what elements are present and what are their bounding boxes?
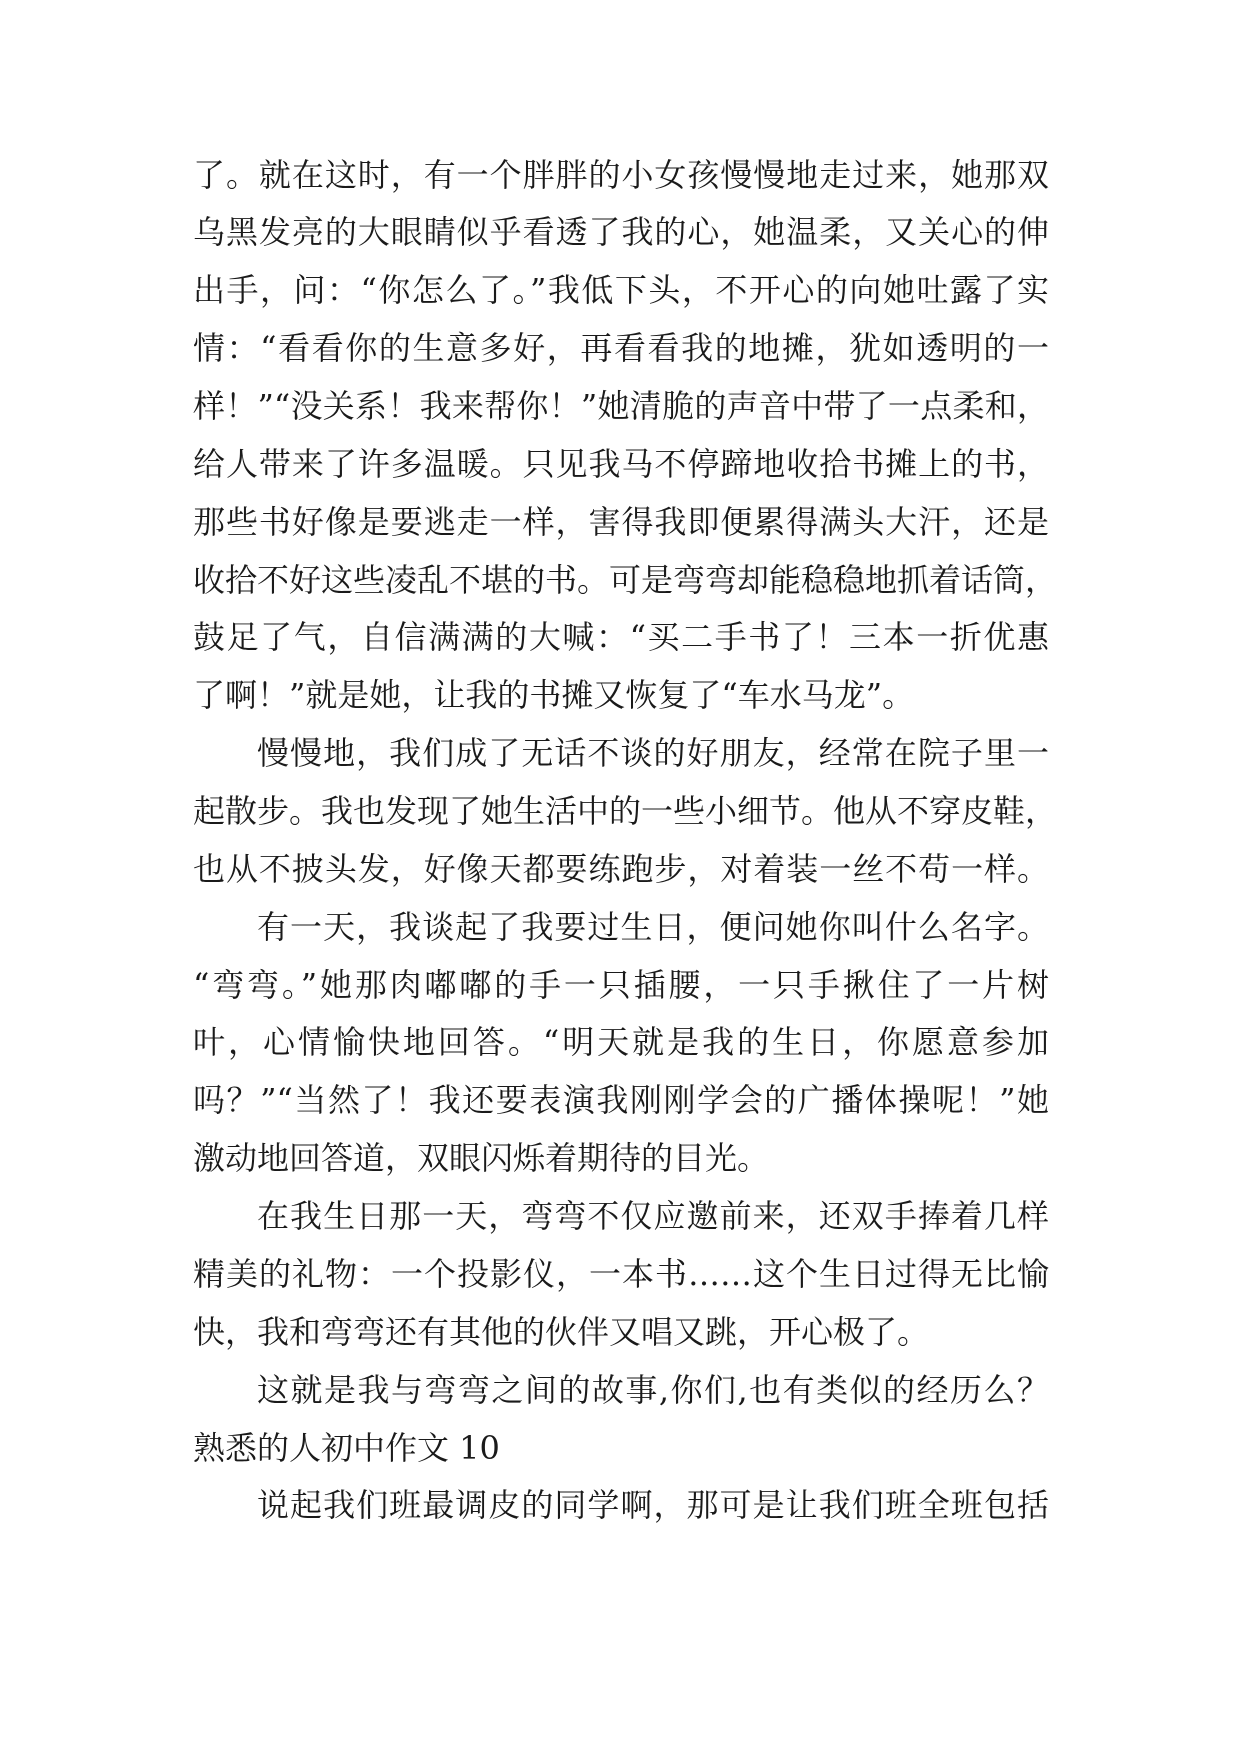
text-line: 给人带来了许多温暖。只见我马不停蹄地收拾书摊上的书， xyxy=(193,445,1049,483)
text-line: 也从不披头发，好像天都要练跑步，对着装一丝不苟一样。 xyxy=(193,850,1049,888)
section-heading: 熟悉的人初中作文 10 xyxy=(193,1429,500,1467)
text-line: 了啊！”就是她，让我的书摊又恢复了“车水马龙”。 xyxy=(193,676,915,714)
text-line: 乌黑发亮的大眼睛似乎看透了我的心，她温柔，又关心的伸 xyxy=(193,213,1049,251)
text-line: 情：“看看你的生意多好，再看看我的地摊，犹如透明的一 xyxy=(193,329,1049,367)
paragraph-first-line: 这就是我与弯弯之间的故事,你们,也有类似的经历么？ xyxy=(257,1371,1049,1409)
paragraph-first-line: 慢慢地，我们成了无话不谈的好朋友，经常在院子里一 xyxy=(257,734,1049,772)
text-line: 鼓足了气，自信满满的大喊：“买二手书了！三本一折优惠 xyxy=(193,618,1049,656)
paragraph-first-line: 说起我们班最调皮的同学啊，那可是让我们班全班包括 xyxy=(257,1486,1049,1524)
text-line: 叶，心情愉快地回答。“明天就是我的生日，你愿意参加 xyxy=(193,1023,1049,1061)
text-line: 快，我和弯弯还有其他的伙伴又唱又跳，开心极了。 xyxy=(193,1313,930,1351)
text-line: 出手，问：“你怎么了。”我低下头，不开心的向她吐露了实 xyxy=(193,271,1049,309)
paragraph-first-line: 有一天，我谈起了我要过生日，便问她你叫什么名字。 xyxy=(257,908,1049,946)
paragraph-first-line: 在我生日那一天，弯弯不仅应邀前来，还双手捧着几样 xyxy=(257,1197,1049,1235)
text-line: “弯弯。”她那肉嘟嘟的手一只插腰，一只手揪住了一片树 xyxy=(193,966,1049,1004)
text-line: 收拾不好这些凌乱不堪的书。可是弯弯却能稳稳地抓着话筒， xyxy=(193,561,1058,599)
text-line: 起散步。我也发现了她生活中的一些小细节。他从不穿皮鞋， xyxy=(193,792,1058,830)
text-line: 吗？”“当然了！我还要表演我刚刚学会的广播体操呢！”她 xyxy=(193,1081,1049,1119)
text-line: 了。就在这时，有一个胖胖的小女孩慢慢地走过来，她那双 xyxy=(193,156,1049,194)
text-line: 激动地回答道，双眼闪烁着期待的目光。 xyxy=(193,1139,770,1177)
text-line: 精美的礼物：一个投影仪，一本书……这个生日过得无比愉 xyxy=(193,1255,1049,1293)
text-line: 那些书好像是要逃走一样，害得我即便累得满头大汗，还是 xyxy=(193,503,1049,541)
text-line: 样！”“没关系！我来帮你！”她清脆的声音中带了一点柔和， xyxy=(193,387,1049,425)
